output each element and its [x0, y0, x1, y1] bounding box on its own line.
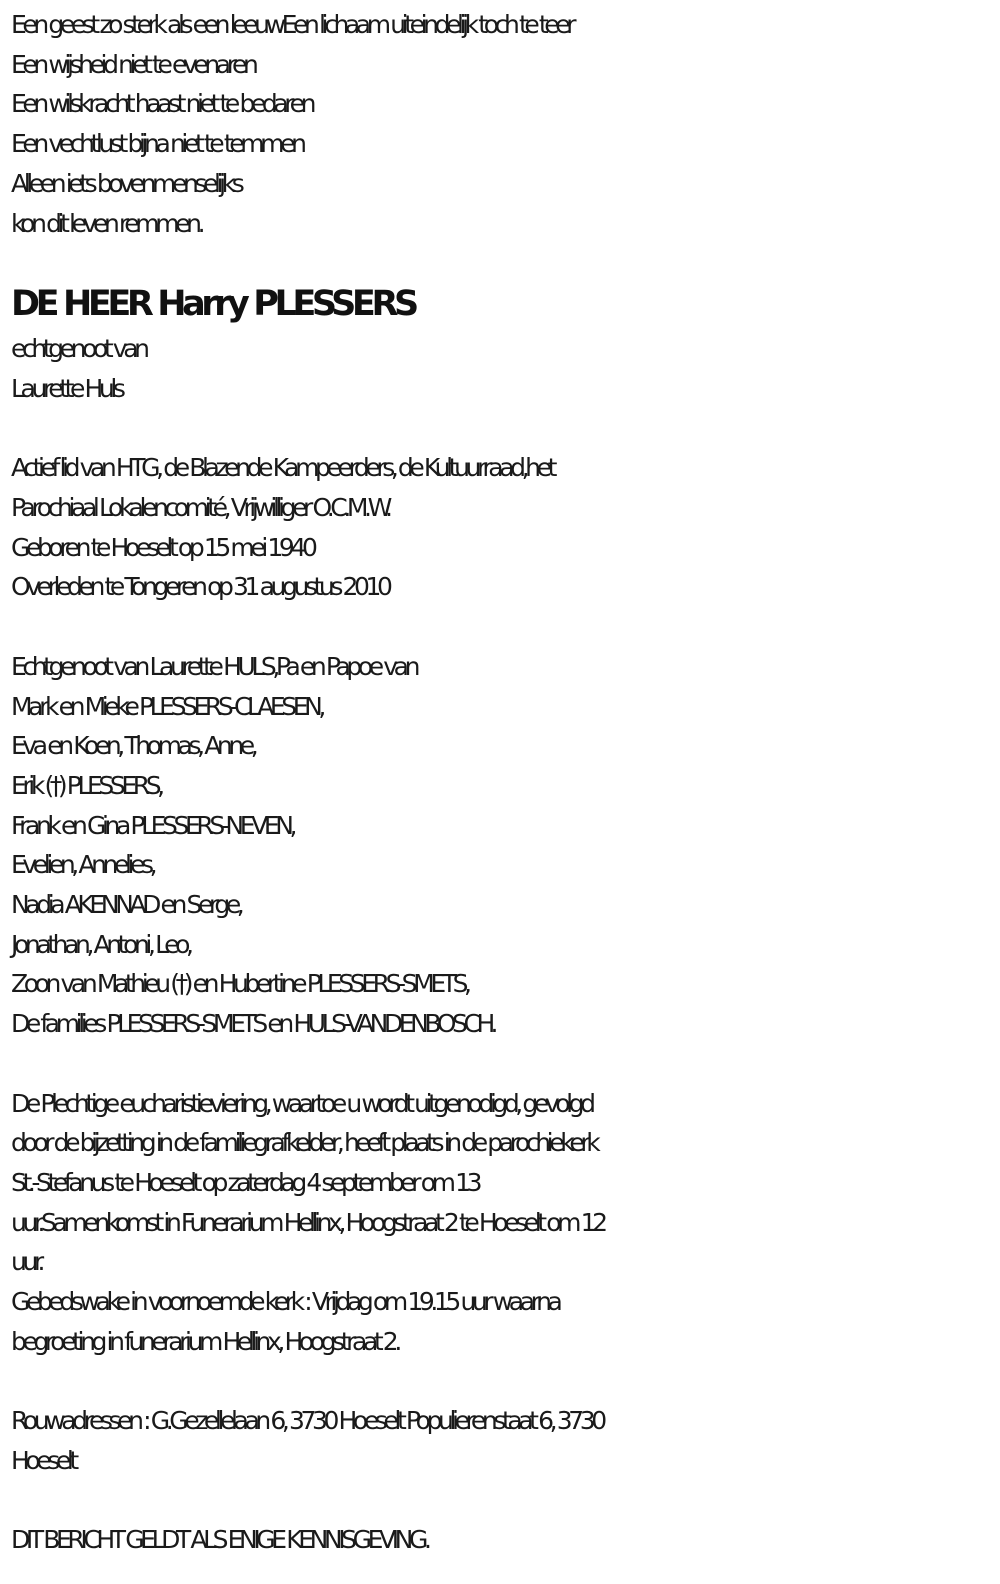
ceremony-line: uur.	[11, 1247, 42, 1277]
deceased-name-heading: DE HEER Harry PLESSERS	[11, 284, 415, 325]
ceremony-line: De Plechtige eucharistieviering, waartoe u wordt uitgenodigd, gevolgd	[11, 1088, 592, 1118]
family-line: Zoon van Mathieu (†) en Hubertine PLESSERS-SMETS,	[11, 969, 468, 999]
poem-line: Alleen iets bovenmenselijks	[11, 168, 241, 198]
ceremony-line: St.-Stefanus te Hoeselt op zaterdag 4 september om 13	[11, 1167, 479, 1197]
family-line: Nadia AKENNAD en Serge,	[11, 890, 241, 920]
ceremony-line: uur.Samenkomst in Funerarium Hellinx, Hoogstraat 2 te Hoeselt om 12	[11, 1207, 604, 1237]
ceremony-block	[11, 1084, 991, 1362]
spouse-block	[11, 329, 991, 408]
spacer	[11, 1044, 991, 1084]
spacer	[11, 607, 991, 647]
poem-line: kon dit leven remmen.	[11, 208, 202, 238]
ceremony-line: door de bijzetting in de familiegrafkelder, heeft plaats in de parochiekerk	[11, 1128, 597, 1158]
family-line: De families PLESSERS-SMETS en HULS-VANDENBOSCH.	[11, 1009, 495, 1039]
family-block	[11, 647, 991, 1044]
vigil-line: begroeting in funerarium Hellinx, Hoogstraat 2.	[11, 1326, 398, 1356]
spacer	[11, 1481, 991, 1521]
spouse-line: Laurette Huls	[11, 373, 122, 403]
family-line: Erik (†) PLESSERS,	[11, 770, 161, 800]
address-line: Hoeselt	[11, 1445, 75, 1475]
death-line: Overleden te Tongeren op 31 augustus 2010	[11, 572, 389, 602]
poem-line: Een geest zo sterk als een leeuwEen lichaam uiteindelijk toch te teer	[11, 10, 573, 39]
family-line: Echtgenoot van Laurette HULS,Pa en Papoe van	[11, 651, 417, 681]
family-line: Frank en Gina PLESSERS-NEVEN,	[11, 810, 294, 840]
family-line: Jonathan, Antoni, Leo,	[11, 929, 190, 959]
birth-line: Geboren te Hoeselt op 15 mei 1940	[11, 532, 314, 562]
family-line: Evelien, Annelies,	[11, 850, 154, 880]
obituary-document	[11, 5, 991, 1560]
vigil-line: Gebedswake in voornoemde kerk : Vrijdag om 19.15 uur waarna	[11, 1287, 559, 1317]
family-line: Eva en Koen, Thomas, Anne,	[11, 731, 255, 761]
bio-block	[11, 448, 991, 607]
poem-block	[11, 5, 991, 243]
spacer	[11, 409, 991, 449]
poem-line: Een wilskracht haast niet te bedaren	[11, 89, 313, 119]
address-line: Rouwadressen : G.Gezellelaan 6, 3730 Hoeselt Populierenstaat 6, 3730	[11, 1406, 603, 1436]
bio-line: Actief lid van HTG, de Blazende Kampeerders, de Kultuurraad,het	[11, 453, 553, 483]
spacer	[11, 243, 991, 279]
notice-line: DIT BERICHT GELDT ALS ENIGE KENNISGEVING.	[11, 1525, 428, 1555]
poem-line: Een vechtlust bijna niet te temmen	[11, 129, 303, 159]
spacer	[11, 1361, 991, 1401]
spouse-line: echtgenoot van	[11, 334, 146, 364]
poem-line: Een wijsheid niet te evenaren	[11, 49, 255, 79]
addresses-block	[11, 1401, 991, 1480]
bio-line: Parochiaal Lokalencomité, Vrijwilliger O.C.M.W.	[11, 493, 389, 523]
family-line: Mark en Mieke PLESSERS-CLAESEN,	[11, 691, 322, 721]
